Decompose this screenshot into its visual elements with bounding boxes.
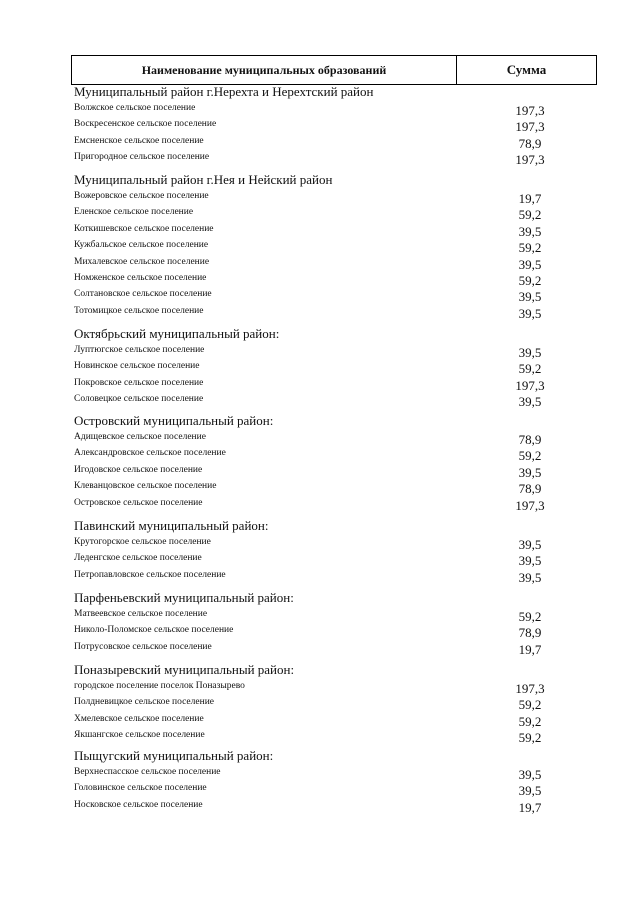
settlement-name: Леденгское сельское поселение [74, 553, 202, 564]
group-title: Островский муниципальный район: [74, 413, 274, 428]
group-title: Павинский муниципальный район: [74, 518, 269, 533]
settlement-name: Новинское сельское поселение [74, 361, 200, 372]
settlement-sum: 39,5 [518, 256, 542, 272]
settlement-sum: 78,9 [518, 135, 542, 151]
settlement-name: Игодовское сельское поселение [74, 464, 203, 475]
settlement-name: Коткишевское сельское поселение [74, 223, 214, 234]
table-row [0, 622, 640, 641]
table-row [0, 764, 640, 780]
settlement-name: Александровское сельское поселение [74, 448, 226, 459]
group-title: Муниципальный район г.Нерехта и Нерехтский район [74, 84, 374, 99]
settlement-sum: 39,5 [518, 569, 542, 585]
table-row [0, 375, 640, 391]
settlement-name: Полдневицкое сельское поселение [74, 697, 214, 708]
table-row [0, 149, 640, 168]
settlement-name: Николо-Поломское сельское поселение [74, 625, 234, 636]
table-row [0, 204, 640, 223]
settlement-name: Пригородное сельское поселение [74, 152, 210, 163]
settlement-sum: 78,9 [518, 481, 542, 497]
settlement-name: Соловецкое сельское поселение [74, 394, 204, 405]
group-title: Парфеньевский муниципальный район: [74, 590, 294, 605]
settlement-sum: 78,9 [518, 625, 542, 641]
settlement-name: Верхнеспасское сельское поселение [74, 767, 221, 777]
settlement-name: Тотомицкое сельское поселение [74, 305, 204, 316]
settlement-sum: 19,7 [518, 191, 542, 206]
settlement-name: Кужбальское сельское поселение [74, 240, 209, 251]
settlement-sum: 39,5 [518, 767, 542, 782]
settlement-sum: 59,2 [518, 697, 542, 713]
settlement-name: Потрусовское сельское поселение [74, 641, 212, 652]
settlement-name: Носковское сельское поселение [74, 799, 203, 810]
table-row [0, 550, 640, 569]
settlement-name: Воскресенское сельское поселение [74, 119, 217, 130]
table-row [0, 780, 640, 799]
settlement-sum: 39,5 [518, 783, 542, 799]
settlement-name: Луптюгское сельское поселение [74, 345, 205, 355]
table-row [0, 133, 640, 149]
settlement-sum: 197,3 [515, 119, 545, 135]
settlement-name: Михалевское сельское поселение [74, 256, 210, 267]
table-row [0, 711, 640, 727]
settlement-sum: 197,3 [515, 103, 545, 118]
settlement-name: городское поселение поселок Поназырево [74, 681, 245, 691]
table-row [0, 270, 640, 286]
settlement-name: Петропавловское сельское поселение [74, 569, 226, 580]
settlement-name: Номженское сельское поселение [74, 273, 207, 283]
group-title: Октябрьский муниципальный район: [74, 326, 280, 341]
settlement-sum: 39,5 [518, 537, 542, 552]
settlement-name: Головинское сельское поселение [74, 783, 207, 794]
table-row [0, 606, 640, 622]
settlement-sum: 39,5 [518, 464, 542, 480]
table-row [0, 188, 640, 204]
settlement-sum: 197,3 [515, 152, 545, 168]
table-row [0, 678, 640, 694]
settlement-sum: 59,2 [518, 273, 542, 288]
table-row [0, 478, 640, 497]
table-row [0, 254, 640, 270]
settlement-sum: 39,5 [518, 553, 542, 569]
settlement-sum: 59,2 [518, 207, 542, 223]
table-row [0, 237, 640, 256]
table-row [0, 639, 640, 655]
settlement-sum: 19,7 [518, 799, 542, 815]
settlement-name: Матвеевское сельское поселение [74, 609, 208, 619]
settlement-sum: 197,3 [515, 377, 545, 393]
table-row [0, 342, 640, 358]
table-row [0, 534, 640, 550]
settlement-sum: 59,2 [518, 609, 542, 624]
settlement-name: Крутогорское сельское поселение [74, 537, 211, 547]
settlement-name: Хмелевское сельское поселение [74, 713, 204, 724]
table-row [0, 116, 640, 135]
settlement-sum: 197,3 [515, 681, 545, 696]
table-row [0, 727, 640, 746]
settlement-name: Солтановское сельское поселение [74, 289, 212, 300]
settlement-sum: 19,7 [518, 641, 542, 657]
settlement-sum: 78,9 [518, 432, 542, 447]
table-row [0, 391, 640, 410]
table-row [0, 358, 640, 377]
settlement-sum: 59,2 [518, 730, 542, 746]
table-row [0, 495, 640, 511]
settlement-sum: 59,2 [518, 361, 542, 377]
settlement-name: Якшангское сельское поселение [74, 730, 205, 741]
table-row [0, 445, 640, 464]
group-title: Пыщугский муниципальный район: [74, 748, 274, 763]
settlement-sum: 39,5 [518, 394, 542, 410]
settlement-sum: 39,5 [518, 305, 542, 321]
settlement-name: Вожеровское сельское поселение [74, 191, 209, 201]
settlement-name: Покровское сельское поселение [74, 377, 204, 388]
table-row [0, 429, 640, 445]
table-row [0, 797, 640, 813]
table-row [0, 694, 640, 713]
settlement-name: Емсненское сельское поселение [74, 135, 204, 146]
table-row [0, 286, 640, 305]
group-title: Муниципальный район г.Нея и Нейский район [74, 172, 333, 187]
group-title: Поназыревский муниципальный район: [74, 662, 295, 677]
table-row [0, 221, 640, 237]
settlement-sum: 39,5 [518, 345, 542, 360]
settlement-sum: 197,3 [515, 497, 545, 513]
settlement-sum: 59,2 [518, 713, 542, 729]
settlement-sum: 39,5 [518, 223, 542, 239]
header-name-column: Наименование муниципальных образований [72, 56, 457, 84]
settlement-name: Еленское сельское поселение [74, 207, 194, 218]
settlement-sum: 39,5 [518, 289, 542, 305]
settlement-name: Клеванцовское сельское поселение [74, 481, 217, 492]
table-row [0, 100, 640, 116]
settlement-name: Адищевское сельское поселение [74, 432, 206, 442]
table-row [0, 462, 640, 478]
table-row [0, 303, 640, 319]
settlement-name: Волжское сельское поселение [74, 103, 196, 113]
settlement-sum: 59,2 [518, 448, 542, 464]
settlement-name: Островское сельское поселение [74, 497, 203, 508]
table-row [0, 567, 640, 583]
header-sum-column: Сумма [506, 62, 547, 77]
settlement-sum: 59,2 [518, 240, 542, 256]
